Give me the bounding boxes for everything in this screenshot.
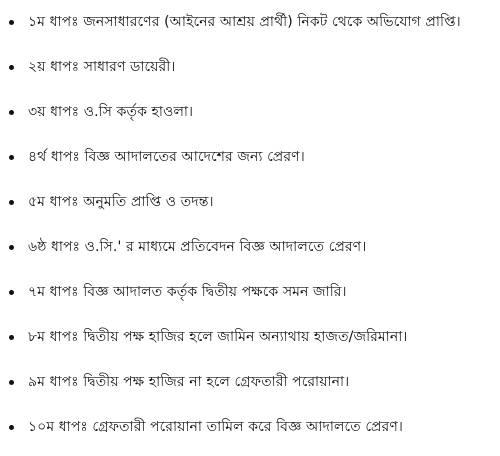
step-text-3: ৩য় ধাপঃ ও.সি কর্তৃক হাওলা। [28,104,194,120]
step-item-9 [0,367,500,397]
step-item-6 [0,232,500,262]
bullet-icon [9,335,14,340]
step-item-2 [0,52,500,82]
step-text-2: ২য় ধাপঃ সাধারণ ডায়েরী। [28,59,176,75]
bullet-icon [9,20,14,25]
step-text-1: ১ম ধাপঃ জনসাধারণের (আইনের আশ্রয় প্রার্থী) নিকট থেকে অভিযোগ প্রাপ্তি। [28,14,461,30]
step-text-6: ৬ষ্ঠ ধাপঃ ও.সি.' র মাধ্যমে প্রতিবেদন বিজ্ঞ আদালতে প্রেরণ। [28,239,367,255]
bullet-icon [9,65,14,70]
step-text-4: ৪র্থ ধাপঃ বিজ্ঞ আদালতের আদেশের জন্য প্রেরণ। [28,149,305,165]
step-item-5 [0,187,500,217]
bullet-icon [9,425,14,430]
step-text-9: ৯ম ধাপঃ দ্বিতীয় পক্ষ হাজির না হলে গ্রেফতারী পরোয়ানা। [28,374,350,390]
step-item-4 [0,142,500,172]
step-item-1 [0,7,500,37]
step-text-10: ১০ম ধাপঃ গ্রেফতারী পরোয়ানা তামিল করে বিজ্ঞ আদালতে প্রেরণ। [28,419,404,435]
bullet-icon [9,155,14,160]
step-item-8 [0,322,500,352]
bullet-icon [9,380,14,385]
step-text-8: ৮ম ধাপঃ দ্বিতীয় পক্ষ হাজির হলে জামিন অন্যাথায় হাজত/জরিমানা। [28,329,408,345]
step-text-5: ৫ম ধাপঃ অনুমতি প্রাপ্তি ও তদন্ত। [28,194,214,210]
bullet-icon [9,110,14,115]
step-item-7 [0,277,500,307]
step-item-10 [0,412,500,442]
step-text-7: ৭ম ধাপঃ বিজ্ঞ আদালত কর্তৃক দ্বিতীয় পক্ষকে সমন জারি। [28,284,347,300]
bullet-icon [9,245,14,250]
step-item-3 [0,97,500,127]
bullet-icon [9,200,14,205]
bullet-icon [9,290,14,295]
